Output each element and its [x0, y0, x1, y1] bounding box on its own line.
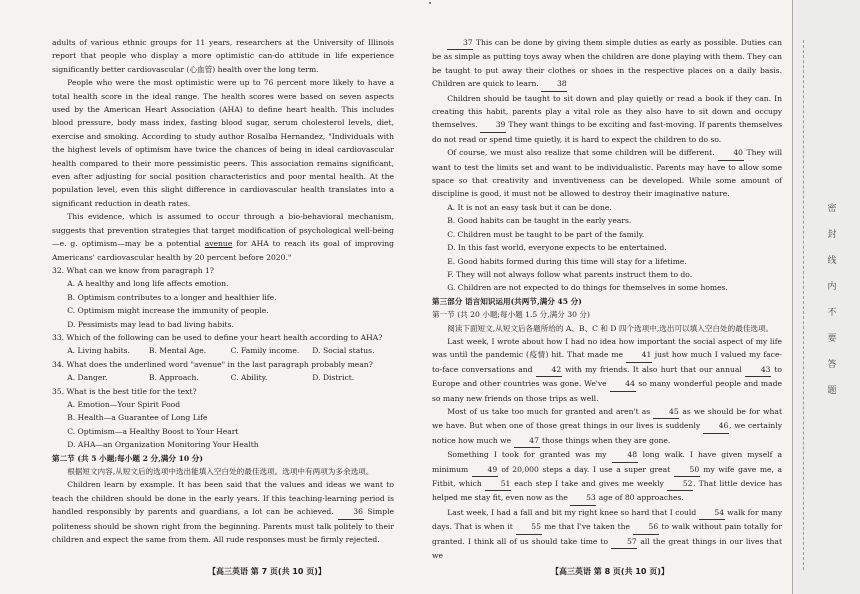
option: D. Pessimists may lead to bad living habits.	[67, 319, 234, 329]
seal-char: 要	[827, 334, 837, 344]
seal-char: 线	[827, 256, 837, 266]
page-footer-right: 【高三英语 第 8 页(共 10 页)】	[551, 567, 669, 576]
answer-blank[interactable]: 53	[570, 491, 596, 505]
page-footer-left: 【高三英语 第 7 页(共 10 页)】	[208, 567, 326, 576]
option: D. AHA—an Organization Monitoring Your Health	[67, 440, 259, 450]
answer-blank[interactable]: 45	[653, 405, 679, 419]
answer-blank[interactable]: 39	[480, 118, 506, 132]
passage-paragraph: Something I took for granted was my 48 long walk. I have given myself a minimum 49 of 20,000 steps a day. I use a super great 50 my wife gave me, a Fitbit, which 51 each step I take and gives me weekly 52. That little device has helped me stay fit, even now as the 53 age of 80 approaches.	[432, 448, 782, 506]
passage-paragraph: Children learn by example. It has been said that the values and ideas we want to teach the children should be done in the early years. If this teaching-learning period is handled responsibly by parents and guardians, a lot can be achieved. 36 Simple politeness should be shown right from the beginning. Parents must talk politely to their children and expect the same from them. All rude responses must be firmly rejected.	[52, 480, 394, 545]
seal-char: 封	[827, 230, 837, 240]
question-33: 33. Which of the following can be used to define your heart health according to AHA?	[52, 332, 383, 342]
passage-paragraph: adults of various ethnic groups for 11 years, researchers at the University of Illinois report that people who display a more optimistic can-do attitude in life experience significantly better cardiovascular (心血管) health over the long term.	[52, 38, 394, 74]
passage-paragraph: People who were the most optimistic were up to 76 percent more likely to have a total health score in the ideal range. The health scores were based on seven aspects used by the American Heart Association (AHA) to define heart health. This includes blood pressure, body mass index, fasting blood sugar, serum cholesterol levels, diet, exercise and smoking. According to study author Rosalba Hernandez, "Individuals with the highest levels of optimism have twice the chances of being in ideal cardiovascular health compared to their more pessimistic peers. This association remains significant, even after adjusting for social position characteristics and poor mental health. At the population level, even this slight difference in cardiovascular health translates into a significant reduction in death rates.	[52, 78, 394, 208]
option: D. In this fast world, everyone expects to be entertained.	[447, 243, 667, 253]
answer-blank[interactable]: 52	[667, 477, 693, 491]
question-34: 34. What does the underlined word "avenue" in the last paragraph probably mean?	[52, 359, 373, 369]
answer-blank[interactable]: 49	[472, 463, 498, 477]
option: A. It is not an easy task but it can be done.	[447, 202, 612, 212]
section-heading: 第二节 (共 5 小题;每小题 2 分,满分 10 分)	[52, 453, 203, 463]
passage-paragraph: Of course, we must also realize that some children will be different. 40 They will want to test the limits set and want to be individualistic. Parents may have to allow some space so that creativity and inventiveness can be developed. While some amount of discipline is good, it must not be allowed to destroy their imaginative nature.	[432, 148, 782, 199]
section-instruction: 根据短文内容,从短文后的选项中选出能填入空白处的最佳选项。选项中有两项为多余选项。	[67, 467, 374, 476]
answer-blank[interactable]: 51	[485, 477, 511, 491]
option: C. Optimism—a Healthy Boost to Your Heart	[67, 426, 239, 436]
question-32: 32. What can we know from paragraph 1?	[52, 265, 214, 275]
passage-paragraph: 37 This can be done by giving them simple duties as early as possible. Duties can be as simple as putting toys away when the children are done playing with them. They can be taught to put away their clothes or shoes in the respective places on a daily basis. Children are quick to learn. 38	[432, 36, 782, 92]
option: D. District.	[312, 373, 355, 383]
answer-blank[interactable]: 55	[516, 520, 542, 534]
option: G. Children are not expected to do things for themselves in some homes.	[447, 283, 728, 293]
right-column	[432, 36, 782, 562]
option: A. Emotion—Your Spirit Food	[67, 399, 181, 409]
seal-notice	[826, 196, 838, 404]
option: B. Good habits can be taught in the early years.	[447, 216, 632, 226]
passage-paragraph: Last week, I wrote about how I had no idea how important the social aspect of my life was until the pandemic (疫情) hit. That made me 41 just how much I valued my face-to-face conversations and 42 with my friends. It also hurt that our annual 43 to Europe and other countries was gone. We've 44 so many wonderful people and made so many new friends on those trips as well.	[432, 336, 782, 403]
option: A. Danger.	[67, 373, 108, 383]
option: A. Living habits.	[67, 346, 130, 356]
binding-dot	[429, 2, 431, 4]
left-column	[52, 36, 394, 546]
option: F. They will not always follow what parents instruct them to do.	[447, 269, 693, 279]
passage-paragraph: Children should be taught to sit down and play quietly or read a book if they can. In creating this habit, parents play a vital role as they also have to sit down and occupy themselves. 39 They want things to be exciting and fast-moving. If parents themselves do not read or spend time quietly, it is hard to expect the children to do so.	[432, 93, 783, 144]
answer-blank[interactable]: 40	[718, 146, 744, 160]
section-heading: 第一节 (共 20 小题;每小题 1.5 分,满分 30 分)	[432, 310, 590, 320]
option: C. Children must be taught to be part of the family.	[447, 229, 645, 239]
seal-char: 不	[827, 308, 837, 318]
seal-char: 内	[827, 282, 837, 292]
option: A. A healthy and long life affects emotion.	[67, 279, 229, 289]
passage-paragraph: Most of us take too much for granted and aren't as 45 as we should be for what we have. But when one of those great things in our lives is suddenly 46, we certainly notice how much we 47 those things when they are gone.	[432, 405, 782, 448]
answer-blank[interactable]: 56	[633, 520, 659, 534]
answer-blank[interactable]: 38	[541, 77, 567, 91]
option: C. Family income.	[230, 346, 300, 356]
answer-blank[interactable]: 42	[536, 363, 562, 377]
option: B. Approach.	[148, 373, 199, 383]
option: B. Health—a Guarantee of Long Life	[67, 413, 208, 423]
option: B. Mental Age.	[148, 346, 207, 356]
section-instruction: 阅读下面短文,从短文后各题所给的 A、B、C 和 D 四个选项中,选出可以填入空白处的最佳选项。	[447, 323, 774, 333]
seal-char: 密	[827, 204, 837, 214]
option-row	[52, 344, 394, 357]
passage-paragraph: This evidence, which is assumed to occur through a bio-behavioral mechanism, suggests that prevention strategies that target modification of psychological well-being—e. g. optimism—may be a potential avenue for AHA to reach its goal of improving Americans' cardiovascular health by 20 percent before 2020."	[52, 212, 394, 262]
answer-blank[interactable]: 36	[338, 505, 364, 519]
part-heading: 第三部分 语言知识运用(共两节,满分 45 分)	[432, 296, 582, 306]
answer-blank[interactable]: 46	[703, 419, 729, 433]
answer-blank[interactable]: 50	[674, 463, 700, 477]
question-35: 35. What is the best title for the text?	[52, 386, 197, 396]
seal-char: 答	[827, 360, 837, 370]
answer-blank[interactable]: 54	[699, 506, 725, 520]
answer-blank[interactable]: 43	[745, 363, 771, 377]
passage-paragraph: Last week, I had a fall and bit my right knee so hard that I could 54 walk for many days. That is when it 55 me that I've taken the 56 to walk without pain totally for granted. I think all of us should take time to 57 all the great things in our lives that we	[432, 507, 782, 561]
answer-blank[interactable]: 47	[514, 434, 540, 448]
underlined-word: avenue	[204, 239, 233, 249]
option: E. Good habits formed during this time will stay for a lifetime.	[447, 256, 687, 266]
option: C. Ability.	[230, 373, 268, 383]
answer-blank[interactable]: 57	[611, 535, 637, 549]
option-row	[52, 371, 394, 384]
answer-blank[interactable]: 41	[626, 348, 652, 362]
option: B. Optimism contributes to a longer and healthier life.	[67, 292, 277, 302]
option: C. Optimism might increase the immunity of people.	[67, 306, 269, 316]
option: D. Social status.	[312, 346, 375, 356]
seal-line	[803, 40, 804, 570]
answer-blank[interactable]: 44	[610, 377, 636, 391]
seal-char: 题	[827, 386, 837, 396]
answer-blank[interactable]: 37	[447, 36, 473, 50]
answer-blank[interactable]: 48	[612, 448, 638, 462]
